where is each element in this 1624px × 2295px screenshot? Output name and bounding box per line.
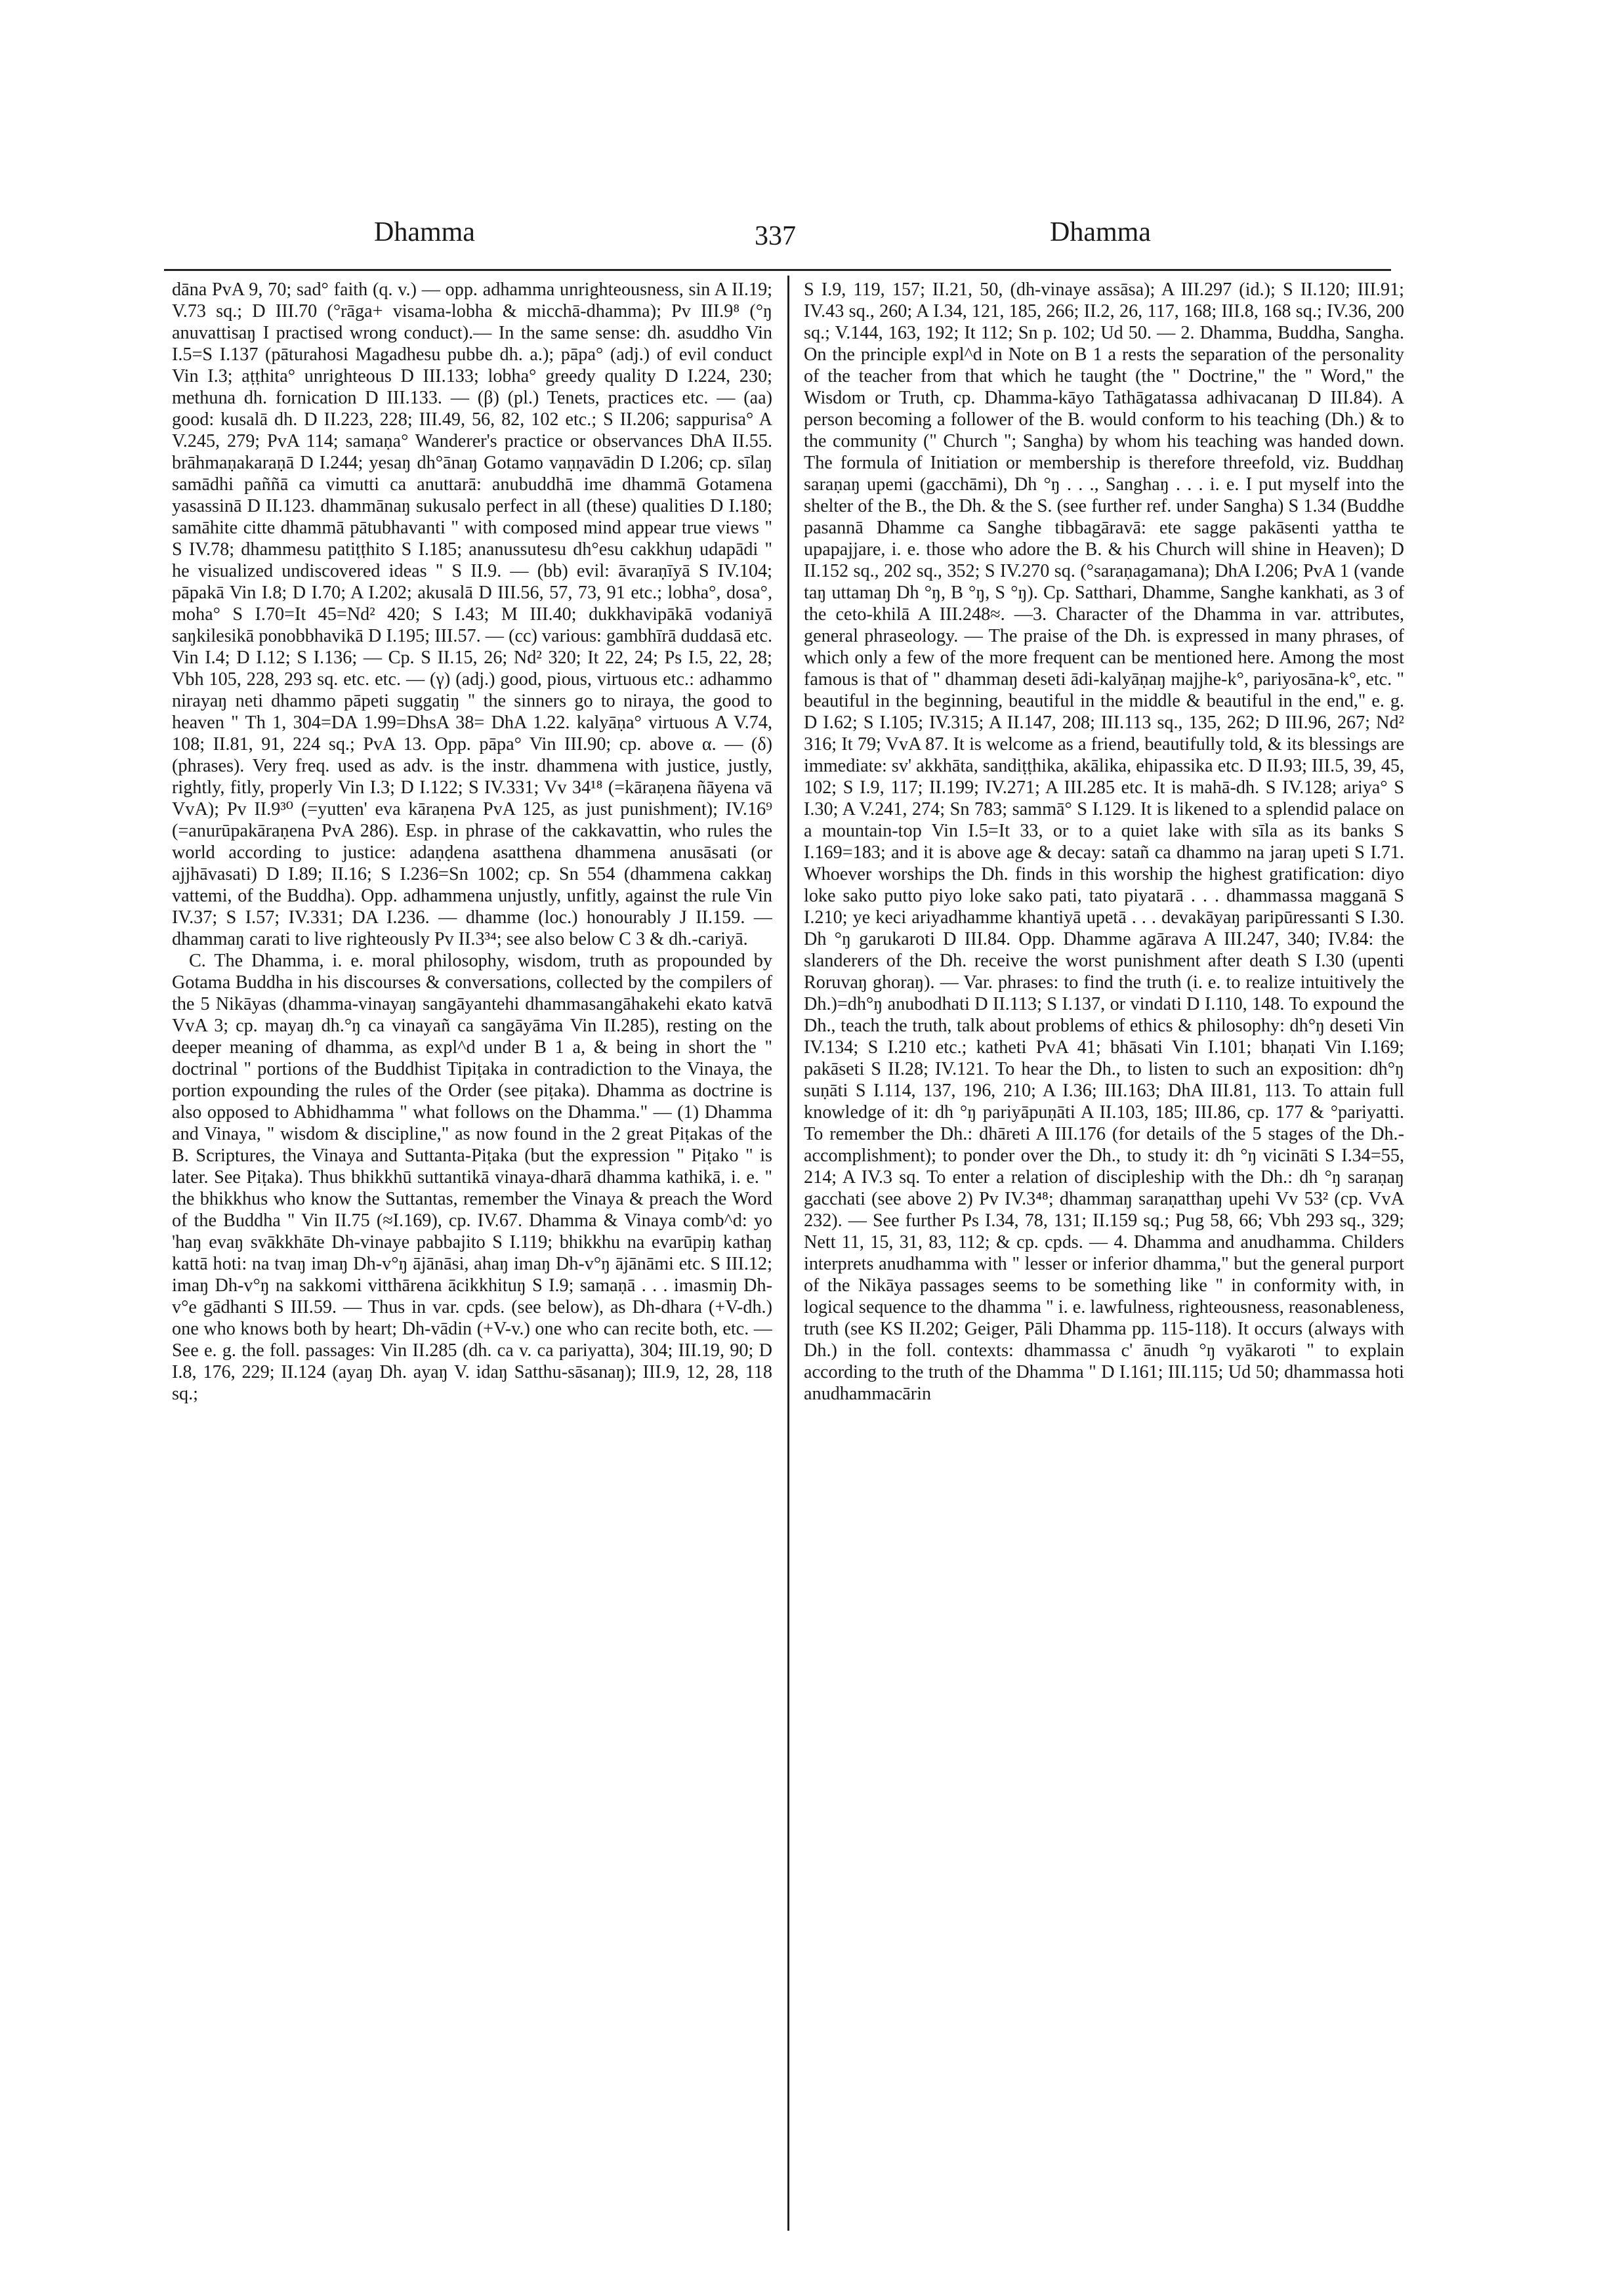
page-number: 337 bbox=[755, 221, 796, 251]
column-divider bbox=[787, 276, 789, 2231]
left-column bbox=[172, 279, 772, 2234]
right-paragraph-1: S I.9, 119, 157; II.21, 50, (dh-vinaye assāsa); A III.297 (id.); S II.120; III.91; IV.43 sq., 260; A I.34, 121, 185, 266; II.2, 26, 117, 168; III.8, 168 sq.; IV.36, 200 sq.; V.144, 163, 192; It 112; Sn p. 102; Ud 50. — 2. Dhamma, Buddha, Sangha. On the principle expl^d in Note on B 1 a rests the separation of the personality of the teacher from that which he taught (the " Doctrine," the " Word," the Wisdom or Truth, cp. Dhamma-kāyo Tathāgatassa adhivacanaŋ D III.84). A person becoming a follower of the B. would conform to his teaching (Dh.) & to the community (" Church "; Sangha) by whom his teaching was handed down. The formula of Initiation or membership is therefore threefold, viz. Buddhaŋ saraṇaŋ upemi (gacchāmi), Dh °ŋ . . ., Sanghaŋ . . . i. e. I put myself into the shelter of the B., the Dh. & the S. (see further ref. under Sangha) S 1.34 (Buddhe pasannā Dhamme ca Sanghe tibbagāravā: ete sagge pakāsenti yattha te upapajjare, i. e. those who adore the B. & his Church will shine in Heaven); D II.152 sq., 202 sq., 352; S IV.270 sq. (°saraṇagamana); DhA I.206; PvA 1 (vande taŋ uttamaŋ Dh °ŋ, B °ŋ, S °ŋ). Cp. Satthari, Dhamme, Sanghe kankhati, as 3 of the ceto-khilā A III.248≈. —3. Character of the Dhamma in var. attributes, general phraseology. — The praise of the Dh. is expressed in many phrases, of which only a few of the more frequent can be mentioned here. Among the most famous is that of " dhammaŋ deseti ādi-kalyāṇaŋ majjhe-k°, pariyosāna-k°, etc. " beautiful in the beginning, beautiful in the middle & beautiful in the end," e. g. D I.62; S I.105; IV.315; A II.147, 208; III.113 sq., 135, 262; D III.96, 267; Nd² 316; It 79; VvA 87. It is welcome as a friend, beautifully told, & its blessings are immediate: sv' akkhāta, sandiṭṭhika, akālika, ehipassika etc. D II.93; III.5, 39, 45, 102; S I.9, 117; II.199; IV.271; A III.285 etc. It is mahā-dh. S IV.128; ariya° S I.30; A V.241, 274; Sn 783; sammā° S I.129. It is likened to a splendid palace on a mountain-top Vin I.5=It 33, or to a quiet lake with sīla as its banks S I.169=183; and it is above age & decay: satañ ca dhammo na jaraŋ upeti S I.71. Whoever worships the Dh. finds in this worship the highest gratification: diyo loke sako putto piyo loke sako pati, tato piyatarā . . . dhammassa magganā S I.210; ye keci ariyadhamme khantiyā upetā . . . devakāyaŋ paripūressanti S I.30. Dh °ŋ garukaroti D III.84. Opp. Dhamme agārava A III.247, 340; IV.84: the slanderers of the Dh. receive the worst punishment after death S I.30 (upenti Roruvaŋ ghoraŋ). — Var. phrases: to find the truth (i. e. to realize intuitively the Dh.)=dh°ŋ anubodhati D II.113; S I.137, or vindati D I.110, 148. To expound the Dh., teach the truth, talk about problems of ethics & philosophy: dh°ŋ deseti Vin IV.134; S I.210 etc.; katheti PvA 41; bhāsati Vin I.101; bhaṇati Vin I.169; pakāseti S II.28; IV.121. To hear the Dh., to listen to such an exposition: dh°ŋ suṇāti S I.114, 137, 196, 210; A I.36; III.163; DhA III.81, 113. To attain full knowledge of it: dh °ŋ pariyāpuṇāti A II.103, 185; III.86, cp. 177 & °pariyatti. To remember the Dh.: dhāreti A III.176 (for details of the 5 stages of the Dh.-accomplishment); to ponder over the Dh., to study it: dh °ŋ vicināti S I.34=55, 214; A IV.3 sq. To enter a relation of discipleship with the Dh.: dh °ŋ saraṇaŋ gacchati (see above 2) Pv IV.3⁴⁸; dhammaŋ saraṇatthaŋ upehi Vv 53² (cp. VvA 232). — See further Ps I.34, 78, 131; II.159 sq.; Pug 58, 66; Vbh 293 sq., 329; Nett 11, 15, 31, 83, 112; & cp. cpds. — 4. Dhamma and anudhamma. Childers interprets anudhamma with " lesser or inferior dhamma," but the general purport of the Nikāya passages seems to be something like " in conformity with, in logical sequence to the dhamma " i. e. lawfulness, righteousness, reasonableness, truth (see KS II.202; Geiger, Pāli Dhamma pp. 115-118). It occurs (always with Dh.) in the foll. contexts: dhammassa c' ānudh °ŋ vyākaroti " to explain according to the truth of the Dhamma " D I.161; III.115; Ud 50; dhammassa hoti anudhammacārin bbox=[804, 279, 1404, 1404]
right-column bbox=[804, 279, 1404, 2234]
left-paragraph-1: dāna PvA 9, 70; sad° faith (q. v.) — opp. adhamma unrighteousness, sin A II.19; V.73 sq.; D III.70 (°rāga+ visama-lobha & micchā-dhamma); Pv III.9⁸ (°ŋ anuvattisaŋ I practised wrong conduct).— In the same sense: dh. asuddho Vin I.5=S I.137 (pāturahosi Magadhesu pubbe dh. a.); pāpa° (adj.) of evil conduct Vin I.3; aṭṭhita° unrighteous D III.133; lobha° greedy quality D I.224, 230; methuna dh. fornication D III.133. — (β) (pl.) Tenets, practices etc. — (aa) good: kusalā dh. D II.223, 228; III.49, 56, 82, 102 etc.; S II.206; sappurisa° A V.245, 279; PvA 114; samaṇa° Wanderer's practice or observances DhA II.55. brāhmaṇakaraṇā D I.244; yesaŋ dh°ānaŋ Gotamo vaṇṇavādin D I.206; cp. sīlaŋ samādhi paññā ca vimutti ca anuttarā: anubuddhā ime dhammā Gotamena yasassinā D II.123. dhammānaŋ sukusalo perfect in all (these) qualities D I.180; samāhite citte dhammā pātubhavanti " with composed mind appear true views " S IV.78; dhammesu patiṭṭhito S I.185; ananussutesu dh°esu cakkhuŋ udapādi " he visualized undiscovered ideas " S II.9. — (bb) evil: āvaraṇīyā S IV.104; pāpakā Vin I.8; D I.70; A I.202; akusalā D III.56, 57, 73, 91 etc.; lobha°, dosa°, moha° S I.70=It 45=Nd² 420; S I.43; M III.40; dukkhavipākā vodaniyā saŋkilesikā ponobbhavikā D I.195; III.57. — (cc) various: gambhīrā duddasā etc. Vin I.4; D I.12; S I.136; — Cp. S II.15, 26; Nd² 320; It 22, 24; Ps I.5, 22, 28; Vbh 105, 228, 293 sq. etc. etc. — (γ) (adj.) good, pious, virtuous etc.: adhammo nirayaŋ neti dhammo pāpeti suggatiŋ " the sinners go to niraya, the good to heaven " Th 1, 304=DA 1.99=DhsA 38= DhA 1.22. kalyāṇa° virtuous A V.74, 108; II.81, 91, 224 sq.; PvA 13. Opp. pāpa° Vin III.90; cp. above α. — (δ) (phrases). Very freq. used as adv. is the instr. dhammena with justice, justly, rightly, fitly, properly Vin I.3; D I.122; S IV.331; Vv 34¹⁸ (=kāraṇena ñāyena vā VvA); Pv II.9³⁰ (=yutten' eva kāraṇena PvA 125, as just punishment); IV.16⁹ (=anurūpakāraṇena PvA 286). Esp. in phrase of the cakkavattin, who rules the world according to justice: adaṇḍena asatthena dhammena anusāsati (or ajjhāvasati) D I.89; II.16; S I.236=Sn 1002; cp. Sn 554 (dhammena cakkaŋ vattemi, of the Buddha). Opp. adhammena unjustly, unfitly, against the rule Vin IV.37; S I.57; IV.331; DA I.236. — dhamme (loc.) honourably J II.159. — dhammaŋ carati to live righteously Pv II.3³⁴; see also below C 3 & dh.-cariyā. bbox=[172, 279, 772, 949]
header-rule bbox=[164, 269, 1391, 271]
headword-right: Dhamma bbox=[1050, 217, 1151, 247]
headword-left: Dhamma bbox=[374, 217, 475, 247]
left-paragraph-2: C. The Dhamma, i. e. moral philosophy, wisdom, truth as propounded by Gotama Buddha in his discourses & conversations, collected by the compilers of the 5 Nikāyas (dhamma-vinayaŋ sangāyantehi dhammasangāhakehi ekato katvā VvA 3; cp. mayaŋ dh.°ŋ ca vinayañ ca sangāyāma Vin II.285), resting on the deeper meaning of dhamma, as expl^d under B 1 a, & being in short the " doctrinal " portions of the Buddhist Tipiṭaka in contradiction to the Vinaya, the portion expounding the rules of the Order (see piṭaka). Dhamma as doctrine is also opposed to Abhidhamma " what follows on the Dhamma." — (1) Dhamma and Vinaya, " wisdom & discipline," as now found in the 2 great Piṭakas of the B. Scriptures, the Vinaya and Suttanta-Piṭaka (but the expression " Piṭako " is later. See Piṭaka). Thus bhikkhū suttantikā vinaya-dharā dhamma kathikā, i. e. " the bhikkhus who know the Suttantas, remember the Vinaya & preach the Word of the Buddha " Vin II.75 (≈I.169), cp. IV.67. Dhamma & Vinaya comb^d: yo 'haŋ evaŋ svākkhāte Dh-vinaye pabbajito S I.119; bhikkhu na evarūpiŋ kathaŋ kattā hoti: na tvaŋ imaŋ Dh-v°ŋ ājānāsi, ahaŋ imaŋ Dh-v°ŋ ājānāmi etc. S III.12; imaŋ Dh-v°ŋ na sakkomi vitthārena ācikkhituŋ S I.9; samaṇā . . . imasmiŋ Dh-v°e gādhanti S III.59. — Thus in var. cpds. (see below), as Dh-dhara (+V-dh.) one who knows both by heart; Dh-vādin (+V-v.) one who can recite both, etc. — See e. g. the foll. passages: Vin II.285 (dh. ca v. ca pariyatta), 304; III.19, 90; D I.8, 176, 229; II.124 (ayaŋ Dh. ayaŋ V. idaŋ Satthu-sāsanaŋ); III.9, 12, 28, 118 sq.; bbox=[172, 951, 772, 1404]
running-header bbox=[164, 217, 1391, 269]
